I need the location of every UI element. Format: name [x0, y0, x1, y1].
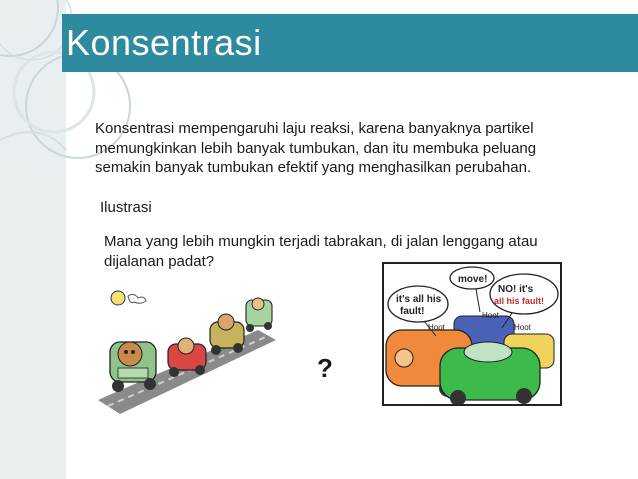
hoot-label-1: Hoot	[428, 323, 445, 332]
illustration-label: Ilustrasi	[100, 199, 152, 216]
bubble-right-line1: NO! it's	[498, 284, 534, 295]
bubble-left-line2: fault!	[400, 306, 425, 317]
bubble-left-line1: it's all his	[396, 294, 442, 305]
sparse-road-cartoon	[98, 282, 276, 414]
slide-title: Konsentrasi	[66, 22, 262, 63]
traffic-jam-cartoon	[382, 262, 562, 406]
body-paragraph: Konsentrasi mempengaruhi laju reaksi, karena banyaknya partikel memungkinkan lebih banyak tumbukan, dan itu membuka peluang semakin banyak tumbukan efektif yang menghasilkan perubahan.	[95, 120, 537, 176]
hoot-label-3: Hoot	[514, 323, 531, 332]
question-text: Mana yang lebih mungkin terjadi tabrakan, di jalan lenggang atau dijalanan padat?	[104, 233, 538, 270]
bubble-middle: move!	[458, 274, 488, 285]
bubble-right-line2: all his fault!	[494, 296, 545, 306]
question-mark: ?	[317, 353, 333, 383]
hoot-label-2: Hoot	[482, 311, 499, 320]
